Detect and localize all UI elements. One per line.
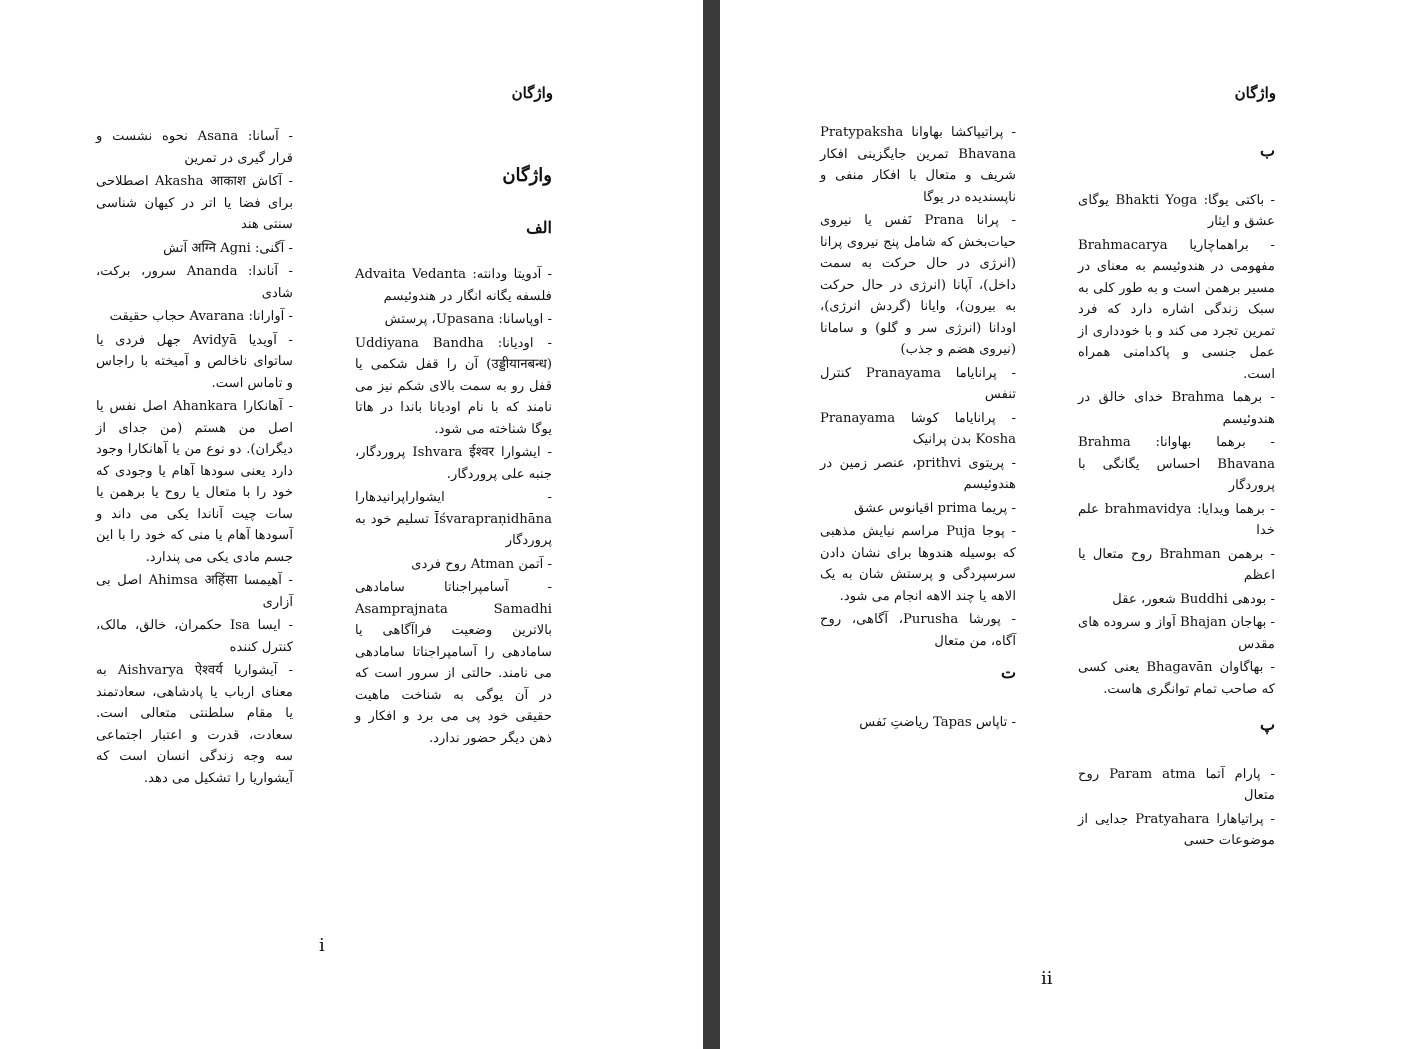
glossary-entry: - پرانایاما Pranayama کنترل تنفس	[820, 365, 1016, 402]
left-column	[96, 126, 293, 791]
column-title: واژگان	[502, 165, 552, 186]
page-number: i	[319, 935, 325, 956]
glossary-entry: - برهمن Brahman روح متعال یا اعظم	[1078, 546, 1275, 583]
glossary-entry: - پورشا Purusha، آگاهی، روح آگاه، من متعال	[820, 612, 1016, 649]
glossary-entry: - ایشواراپرانیدهارا Īśvarapraṇidhāna تسلیم خود به پروردگار	[355, 490, 552, 548]
glossary-entry: - ایسا Isa حکمران، خالق، مالک، کنترل کننده	[96, 618, 293, 655]
glossary-entry: - پارام آتما Param atma روح متعال	[1078, 766, 1275, 803]
glossary-entry: - برهما Brahma خدای خالق در هندوئیسم	[1078, 390, 1275, 427]
left-column	[820, 122, 1016, 735]
glossary-entry: - آتمن Atman روح فردی	[411, 556, 552, 572]
glossary-entry: - پراتیاهارا Pratyahara جدایی از موضوعات حسی	[1078, 811, 1275, 848]
glossary-entry: - پرانایاما کوشا Pranayama Kosha بدن پرانیک	[820, 410, 1016, 447]
glossary-entry: - آگنی: अग्नि Agni آتش	[163, 240, 293, 256]
glossary-entry: - پوجا Puja مراسم نیایش مذهبی که بوسیله هندوها برای نشان دادن سرسپردگی و پرستش شان به یک الاهه یا چند الاهه انجام می شود.	[820, 524, 1016, 604]
glossary-entry: - آدویتا ودانته: Advaita Vedanta فلسفه یگانه انگار در هندوئیسم	[355, 267, 552, 304]
glossary-entry: - آسانا: Asana نحوه نشست و قرار گیری در تمرین	[96, 129, 294, 166]
glossary-entry: - بهاجان Bhajan آواز و سروده های مقدس	[1078, 615, 1275, 652]
glossary-entry: - پرانا Prana نَفس یا نیروی حیات‌بخش که شامل پنج نیروی پرانا (انرژی در حال حرکت به سمت داخل)، آپانا (انرژی در حال حرکت به بیرون)، وایانا (گردش انرژی)، اودانا (انرژی سر و گلو) و سامانا (نیروی هضم و جذب)	[820, 213, 1016, 357]
glossary-entry: - پریما prima اقیانوس عشق	[853, 500, 1016, 516]
glossary-entry: - باکتی یوگا: Bhakti Yoga یوگای عشق و ایثار	[1078, 192, 1275, 229]
glossary-entry: - پراتیپاکشا بهاوانا Pratypaksha Bhavana تمرین جایگزینی افکار شریف و متعال با افکار منفی و ناپسندیده در یوگا	[820, 125, 1016, 205]
section-heading-be: ب	[1259, 141, 1275, 160]
glossary-entry: - آوارانا: Avarana حجاب حقیقت	[109, 309, 293, 324]
section-heading-pe: پ	[1259, 715, 1275, 734]
glossary-entry: - اودیانا: Uddiyana Bandha (उड्डीयानबन्ध) آن را قفل شکمی یا قفل رو به سمت بالای شکم نیز می نامند که با نام اودیانا باندا در هاتا یوگا شناخته می شود.	[355, 335, 552, 437]
glossary-entry: - بودهی Buddhi شعور، عقل	[1112, 591, 1275, 607]
glossary-entry: - آهانکارا Ahankara اصل نفس یا اصل من هستم (من جدای از دیگران). دو نوع من یا آهانکارا وجود دارد یعنی سودها آهام یا وجودی که خود را با متعال یا روح یا برهمن یا سات چیت آناندا یکی می داند و آسودها آهام یا منی که خود را با این جسم مادی یکی می پندارد.	[96, 399, 293, 565]
glossary-entry: - آناندا: Ananda سرور، برکت، شادی	[96, 264, 293, 301]
glossary-entry: - بهاگاوان Bhagavān یعنی کسی که صاحب تمام توانگری هاست.	[1078, 660, 1275, 697]
glossary-entry: - آهیمسا Ahimsa अहिंसा اصل بی آزاری	[96, 573, 293, 610]
glossary-entry: - آیشواریا Aishvarya ऐश्वर्य به معنای ارباب یا پادشاهی، سعادتمند یا مقام سلطنتی متعالی است. سعادت، قدرت و اعتبار اجتماعی سه وجه زندگی انسان است که آیشواریا را تشکیل می دهد.	[96, 663, 293, 786]
right-column	[355, 165, 552, 751]
glossary-entry: - ایشوارا Ishvara ईश्वर پروردگار، جنبه علی پروردگار.	[355, 445, 553, 482]
glossary-entry: - آویدیا Avidyā جهل فردی یا ساتوای ناخالص و آمیخته با راجاس و تاماس است.	[96, 332, 293, 391]
page-header: واژگان	[1234, 84, 1276, 102]
glossary-entry: - براهماچاریا Brahmacarya مفهومی در هندوئیسم به معنای در مسیر برهمن است و به طور کلی به سبک زندگی اشاره دارد که فرد تمرین تجرد می کند و با خودداری از عمل جنسی و پاکدامنی همراه است.	[1078, 237, 1275, 382]
document-page-2	[720, 0, 1419, 1049]
section-heading-te: ت	[1000, 663, 1016, 682]
glossary-entry: - برهما ویدایا: brahmavidya علم خدا	[1078, 501, 1275, 538]
section-heading-alef: الف	[526, 217, 552, 237]
glossary-entry: - آسامپراجناتا سامادهی Asamprajnata Samadhi بالاترین وضعیت فراآگاهی یا سامادهی را آسامپراجناتا سامادهی می نامند. حالتی از سرور است که در آن یوگی به شناخت ماهیت حقیقی خود پی می برد و افکار و ذهن دیگر حضور ندارد.	[355, 580, 552, 746]
glossary-entry: - پریتوی prithvi، عنصر زمین در هندوئیسم	[820, 455, 1016, 492]
right-column	[1078, 134, 1275, 854]
page-header: واژگان	[511, 84, 553, 102]
page-number: ii	[1041, 968, 1053, 989]
glossary-entry: - برهما بهاوانا: Brahma Bhavana احساس یگانگی با پروردگار	[1078, 435, 1275, 493]
document-page-1	[0, 0, 703, 1049]
glossary-entry: - اوپاسانا: Upasana، پرستش	[384, 312, 552, 327]
page-gutter	[703, 0, 720, 1049]
glossary-entry: - تاپاس Tapas ریاضتِ نَفس	[859, 714, 1016, 730]
glossary-entry: - آکاش Akasha आकाश اصطلاحی برای فضا یا اتر در کیهان شناسی سنتی هند	[96, 174, 293, 232]
